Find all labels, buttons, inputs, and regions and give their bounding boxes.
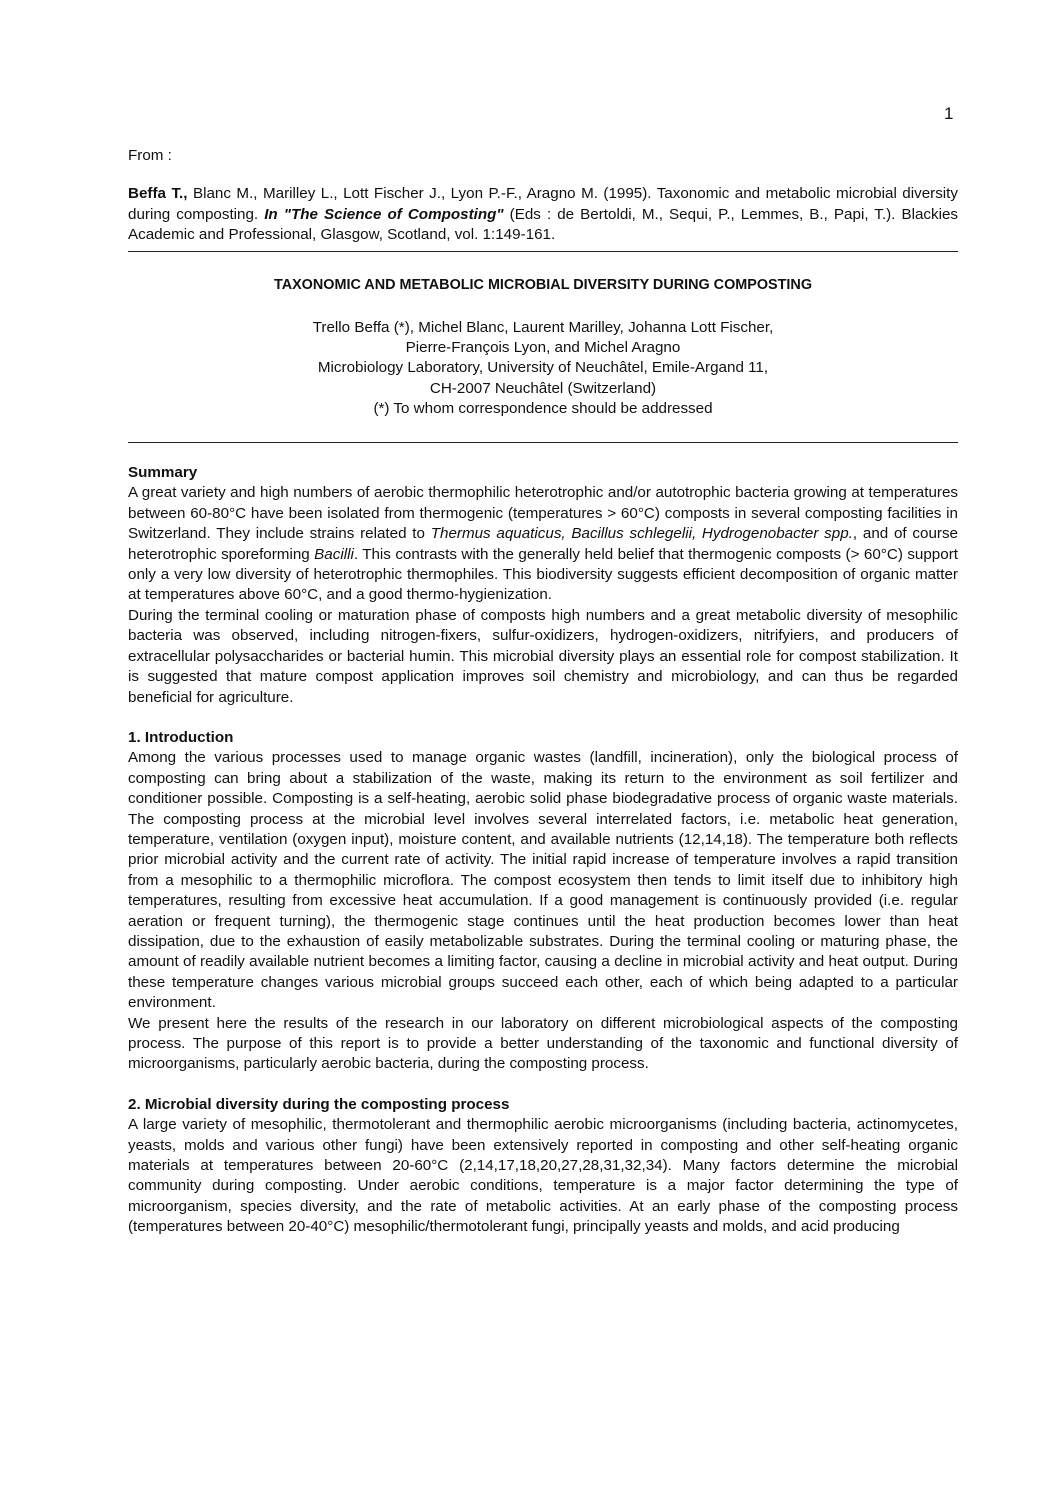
author-line: Pierre-François Lyon, and Michel Aragno — [405, 339, 681, 357]
bacilli-name: Bacilli — [314, 545, 354, 563]
citation-authors: Blanc M., Marilley L., Lott Fischer J., Lyon P.-F., Aragno M. (1995). Taxonomic and metabolic microbial diversity during composting. — [128, 185, 958, 223]
species-names: Thermus aquaticus, Bacillus schlegelii, Hydrogenobacter spp. — [430, 525, 853, 543]
author-block — [128, 318, 958, 443]
summary-heading: Summary — [128, 464, 198, 482]
summary-text: , and of course heterotrophic sporeforming — [128, 525, 958, 563]
introduction-paragraph-1: Among the various processes used to manage organic wastes (landfill, incineration), only the biological process of composting can bring about a stabilization of the waste, making its return to the environment as soil fertilizer and conditioner possible. Composting is a self-heating, aerobic solid phase biodegradative process of organic waste materials. The composting process at the microbial level involves several interrelated factors, i.e. metabolic heat generation, temperature, ventilation (oxygen input), moisture content, and available nutrients (12,14,18). The temperature both reflects prior microbial activity and the current rate of activity. The initial rapid increase of temperature involves a rapid transition from a mesophilic to a thermophilic microflora. The compost ecosystem then tends to limit itself due to inhibitory high temperatures, resulting from excessive heat accumulation. If a good management is continuously provided (i.e. regular aeration or frequent turning), the thermogenic stage continues until the heat production becomes lower than heat dissipation, due to the exhaustion of easily metabolizable substrates. During the terminal cooling or maturing phase, the amount of readily available nutrient becomes a limiting factor, causing a decline in microbial activity and heat output. During these temperature changes various microbial groups succeed each other, each of which being adapted to a particular environment. — [128, 749, 958, 1012]
citation-book-title: "The Science of Composting" — [283, 205, 504, 223]
page-content — [128, 146, 958, 1238]
citation-first-author: Beffa T., — [128, 185, 188, 203]
section-2-paragraph-1: A large variety of mesophilic, thermotolerant and thermophilic aerobic microorganisms (including bacteria, actinomycetes, yeasts, molds and various other fungi) have been extensively reported in composting and other self-heating organic materials at temperatures between 20-60°C (2,14,17,18,20,27,28,31,32,34). Many factors determine the microbial community during composting. Under aerobic conditions, temperature is a major factor determining the type of microorganism, species diversity, and the rate of metabolic activities. At an early phase of the composting process (temperatures between 20-40°C) mesophilic/thermotolerant fungi, principally yeasts and molds, and acid producing — [128, 1116, 958, 1236]
summary-paragraph — [128, 483, 958, 605]
affiliation-line: CH-2007 Neuchâtel (Switzerland) — [429, 379, 657, 397]
introduction-paragraph-2: We present here the results of the research in our laboratory on different microbiological aspects of the composting process. The purpose of this report is to provide a better understanding of the taxonomic and functional diversity of microorganisms, particularly aerobic bacteria, during the composting process. — [128, 1014, 958, 1073]
summary-text: A great variety and high numbers of aerobic thermophilic heterotrophic and/or autotrophic bacteria growing at temperatures between 60-80°C have been isolated from thermogenic (temperatures > 60°C) composts in several composting facilities in Switzerland. They include strains related to — [128, 484, 958, 543]
citation-in: In — [264, 205, 278, 223]
from-label: From : — [128, 147, 172, 164]
author-line: Trello Beffa (*), Michel Blanc, Laurent Marilley, Johanna Lott Fischer, — [312, 319, 774, 337]
correspondence-note: (*) To whom correspondence should be addressed — [373, 399, 713, 417]
summary-text: . This contrasts with the generally held belief that thermogenic composts (> 60°C) support only a very low diversity of heterotrophic thermophiles. This biodiversity suggests efficient decomposition of organic matter at temperatures above 60°C, and a good thermo-hygienization. — [128, 545, 958, 604]
summary-paragraph-2: During the terminal cooling or maturation phase of composts high numbers and a great metabolic diversity of mesophilic bacteria was observed, including nitrogen-fixers, sulfur-oxidizers, hydrogen-oxidizers, nitrifyiers, and producers of extracellular polysaccharides or bacterial humin. This microbial diversity plays an essential role for compost stabilization. It is suggested that mature compost application improves soil chemistry and microbiology, and can thus be regarded beneficial for agriculture. — [128, 606, 958, 706]
section-2-heading: 2. Microbial diversity during the composting process — [128, 1095, 510, 1113]
introduction-heading: 1. Introduction — [128, 728, 234, 746]
page-number: 1 — [944, 104, 954, 123]
citation-editors: (Eds : de Bertoldi, M., Sequi, P., Lemmes, B., Papi, T.). Blackies Academic and Professional, Glasgow, Scotland, vol. 1:149-161. — [128, 205, 958, 244]
affiliation-line: Microbiology Laboratory, University of Neuchâtel, Emile-Argand 11, — [317, 359, 769, 377]
citation-reference — [128, 184, 958, 251]
paper-title: TAXONOMIC AND METABOLIC MICROBIAL DIVERSITY DURING COMPOSTING — [273, 276, 813, 293]
